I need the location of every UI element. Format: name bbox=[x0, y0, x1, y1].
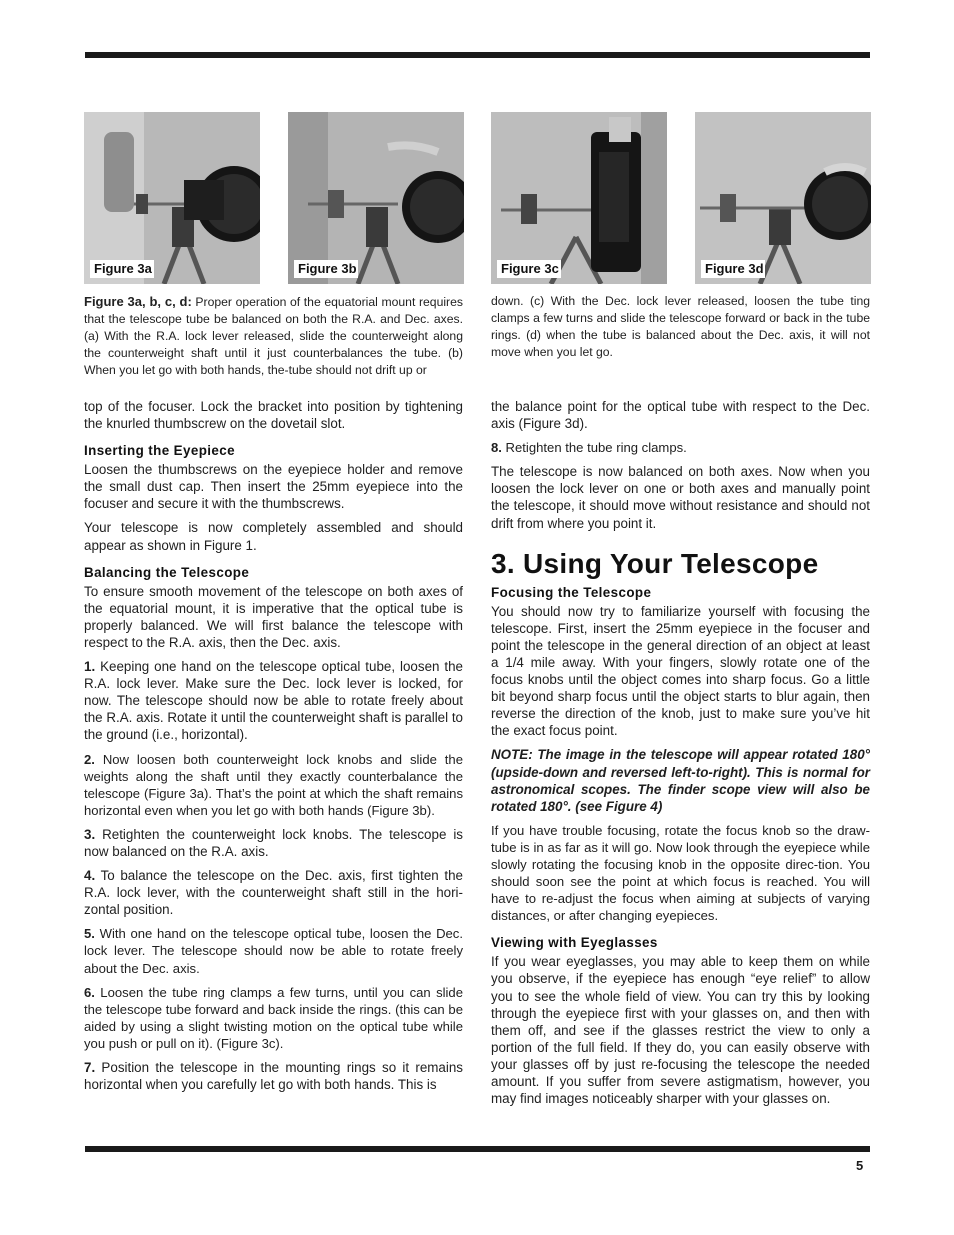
step-8-number: 8. bbox=[491, 440, 502, 456]
paragraph-eyepiece-2: Your telescope is now completely assembled and should appear as shown in Figure 1. bbox=[84, 520, 463, 553]
caption-lead: Figure 3a, b, c, d: bbox=[84, 294, 192, 309]
heading-eyeglasses: Viewing with Eyeglasses bbox=[491, 935, 658, 951]
section-heading: 3. Using Your Telescope bbox=[491, 547, 819, 579]
figure-3c-photo bbox=[491, 112, 667, 284]
step-2-number: 2. bbox=[84, 751, 95, 767]
page-number: 5 bbox=[856, 1158, 864, 1173]
paragraph-focusing: You should now try to familiarize yourself with focusing the telescope. First, insert the 25mm eyepiece in the focuser and point the telescope in the general direction of an object at least a 1/4 mile away. With your fingers, slowly rotate one of the focus knobs until the object comes into sharp focus. Go a little bit beyond sharp focus until the object starts to blur again, then reverse the direction of the knob, just to make sure you’ve hit the exact focus point. bbox=[491, 603, 870, 739]
heading-inserting-eyepiece: Inserting the Eyepiece bbox=[84, 443, 235, 459]
heading-focusing: Focusing the Telescope bbox=[491, 584, 652, 600]
step-1-number: 1. bbox=[84, 659, 96, 675]
figure-caption-left bbox=[84, 293, 463, 379]
step-6-text: Loosen the tube ring clamps a few turns, until you can slide the telescope tube forward and back inside the rings. (this can be aided by using a slight twisting motion on the optical tube while you push or pull on it). (Figure 3c). bbox=[84, 984, 463, 1051]
paragraph-intro: top of the focuser. Lock the bracket into position by tightening the knurled thumbscrew on the dovetail slot. bbox=[84, 399, 463, 432]
step-8 bbox=[491, 439, 870, 456]
step-4-text: To balance the telescope on the Dec. axis, first tighten the R.A. lock lever, with the counterweight shaft still in the hori-zontal position. bbox=[84, 868, 463, 918]
figure-3b-illustration bbox=[288, 112, 464, 284]
figure-3a-photo bbox=[84, 112, 260, 284]
caption-right-text: down. (c) With the Dec. lock lever released, loosen the tube ting clamps a few turns and slide the telescope forward or back in the tube rings. (d) when the tube is balanced about the Dec. axis, it will not move when you let go. bbox=[491, 294, 870, 359]
figure-3b-label: Figure 3b bbox=[294, 260, 358, 278]
paragraph-balancing: To ensure smooth movement of the telescope on both axes of the equatorial mount, it is imperative that the optical tube is properly balanced. We will first balance the telescope with respect to the R.A. axis, then the Dec. axis. bbox=[84, 583, 463, 650]
step-1 bbox=[84, 658, 463, 743]
paragraph-eyeglasses: If you wear eyeglasses, you may able to keep them on while you observe, if the eyepiece has enough “eye relief” to allow you to see the whole field of view. You can try this by looking through the eyepiece first with your glasses on, and then with them off, and see if the glasses restrict the view to only a portion of the full field. If they do, you can easily observe with your glasses off by just re-focusing the telescope the needed amount. If you suffer from severe astigmatism, however, you may find images noticeably sharper with your glasses on. bbox=[491, 954, 870, 1107]
step-8-text: Retighten the tube ring clamps. bbox=[501, 440, 687, 456]
step-7-number: 7. bbox=[84, 1060, 96, 1075]
step-4 bbox=[84, 867, 463, 918]
figure-3b-photo bbox=[288, 112, 464, 284]
note-rotation: NOTE: The image in the telescope will appear rotated 180° (upside-down and reversed left-to-right). This is normal for astronomical scopes. The finder scope view will also be rotated 180°. (see Figure 4) bbox=[491, 747, 870, 814]
step-5-number: 5. bbox=[84, 926, 95, 942]
step-5 bbox=[84, 925, 463, 976]
step-2 bbox=[84, 751, 463, 819]
step-2-text: Now loosen both counterweight lock knobs and slide the weights along the shaft until they exactly counterbalance the telescope (Figure 3a). That’s the point at which the shaft remains horizontal even when you let go with both hands (Figure 3b). bbox=[84, 751, 463, 818]
step-3-text: Retighten the counterweight lock knobs. The telescope is now balanced on the R.A. axis. bbox=[84, 826, 463, 859]
figure-3c-illustration bbox=[491, 112, 667, 284]
paragraph-balanced: The telescope is now balanced on both axes. Now when you loosen the lock lever on one or both axes and manually point the telescope, it should move without resistance and should not drift from where you point it. bbox=[491, 464, 870, 531]
step-3-number: 3. bbox=[84, 826, 96, 842]
figure-3a-illustration bbox=[84, 112, 260, 284]
step-5-text: With one hand on the telescope optical tube, loosen the Dec. lock lever. The telescope should now be able to rotate freely about the Dec. axis. bbox=[84, 926, 463, 976]
bottom-rule bbox=[85, 1146, 870, 1152]
right-column bbox=[491, 398, 870, 1114]
caption-left-text: Proper operation of the equatorial mount requires that the telescope tube be balanced on both the R.A. and Dec. axes. (a) With the R.A. lock lever released, slide the counterweight along the counterweight shaft until it just counterbalances the tube. (b) When you let go with both hands, the-tube should not drift up or bbox=[84, 295, 463, 377]
figure-3d-label: Figure 3d bbox=[701, 260, 765, 278]
figure-3a-label: Figure 3a bbox=[90, 260, 154, 278]
step-4-number: 4. bbox=[84, 868, 96, 884]
top-rule bbox=[85, 52, 870, 58]
step-6-number: 6. bbox=[84, 984, 95, 1000]
figure-3d-photo bbox=[695, 112, 871, 284]
paragraph-eyepiece-1: Loosen the thumbscrews on the eyepiece holder and remove the small dust cap. Then insert the 25mm eyepiece into the focuser and secure it with the thumbscrews. bbox=[84, 462, 463, 512]
figure-3c-label: Figure 3c bbox=[497, 260, 561, 278]
heading-balancing: Balancing the Telescope bbox=[84, 564, 250, 580]
paragraph-continued: the balance point for the optical tube with respect to the Dec. axis (Figure 3d). bbox=[491, 399, 870, 432]
step-1-text: Keeping one hand on the telescope optical tube, loosen the R.A. lock lever. Make sure the Dec. lock lever is locked, for now. The telescope should now be able to rotate freely about the R.A. axis. Rotate it until the counterweight shaft is parallel to the ground (i.e., horizontal). bbox=[84, 659, 463, 743]
paragraph-trouble-focusing: If you have trouble focusing, rotate the focus knob so the draw-tube is in as far as it will go. Now look through the eyepiece while slowly rotating the focusing knob in the opposite direc-tion. You should soon see the point at which focus is reached. You will have to re-adjust the focus when aiming at subjects of varying distances, or after changing eyepieces. bbox=[491, 822, 870, 924]
step-3 bbox=[84, 826, 463, 860]
figure-caption-right bbox=[491, 293, 870, 361]
step-6 bbox=[84, 984, 463, 1052]
left-column bbox=[84, 398, 463, 1100]
step-7-text: Position the telescope in the mounting rings so it remains horizontal when you carefully let go with both hands. This is bbox=[84, 1060, 463, 1093]
figure-3d-illustration bbox=[695, 112, 871, 284]
step-7 bbox=[84, 1059, 463, 1093]
